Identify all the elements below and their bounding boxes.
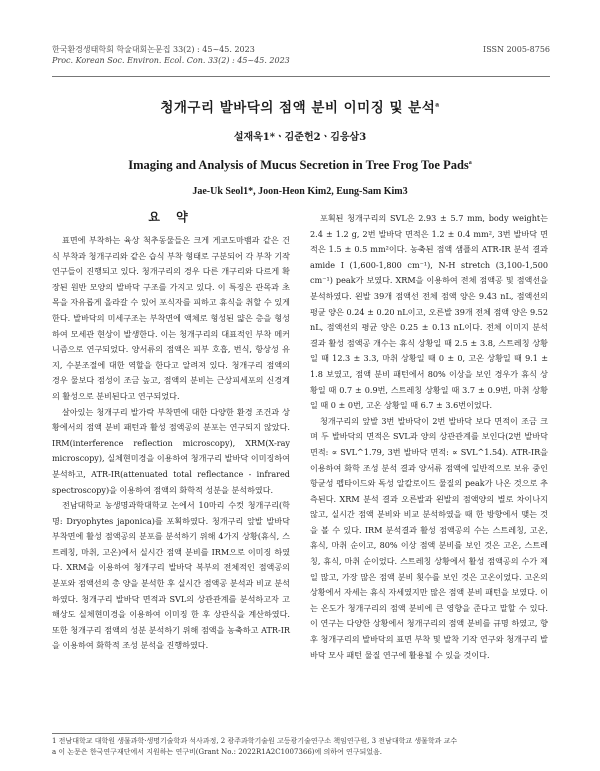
- title-korean-text: 청개구리 발바닥의 점액 분비 이미징 및 분석: [160, 100, 436, 116]
- abstract-paragraph: 살아있는 청개구리 발가락 부착면에 대한 다양한 환경 조건과 상황에서의 점액 분비 패턴과 활성 점액공의 분포는 연구되지 않았다. IRM(interference reflection microscopy), XRM(X-ray microscopy), 실체현미경을 이용하여 청개구리 발바닥 이미징하여 분석하고, ATR-IR(attenuated total reflectance - infrared spectroscopy)을 이용하여 점액의 화학적 성분을 분석하였다.: [52, 406, 290, 495]
- title-korean: [0, 96, 600, 116]
- title-english: [0, 158, 600, 173]
- abstract-paragraph: 전남대학교 농생명과학대학교 논에서 10마리 수컷 청개구리(학명: Dryophytes japonica)를 포획하였다. 청개구리 앞발 발바닥 부착면에 활성 점액공의 분포를 분석하기 위해 4가지 상황(휴식, 스트레칭, 마취, 고온)에서 실시간 점액 분비를 IRM으로 이미징 하였다. XRM을 이용하여 청개구리 발바닥 복부의 전체적인 점액공의 분포와 점액선의 총 양을 분석한 후 실시간 점액공 분석과 비교 분석하였다. 청개구리 발바닥 면적과 SVL의 상관관계를 분석하고자 고해상도 실체현미경을 이용하여 이미징 한 후 상관식을 계산하였다. 또한 청개구리 점액의 성분 분석하기 위해 점액을 농축하고 ATR-IR을 이용하여 화학적 조성 분석을 진행하였다.: [52, 500, 290, 651]
- journal-citation-en: Proc. Korean Soc. Environ. Ecol. Con. 33(2) : 45~45. 2023: [52, 56, 290, 65]
- header-rule: [52, 76, 550, 77]
- abstract-paragraph: 청개구리의 앞발 3번 발바닥이 2번 발바닥 보다 면적이 조금 크며 두 발바닥의 면적은 SVL과 양의 상관관계를 보인다(2번 발바닥 면적: ∝ SVL^1.79, 3번 발바닥 면적: ∝ SVL^1.54). ATR-IR을 이용하여 화학 조성 분석 결과 양서류 점액에 일반적으로 보유 중인 항균성 펩타이드와 독성 알칼로이드 물질의 peak가 나온 것으로 추측된다. XRM 분석 결과 오른발과 왼발의 점액양의 별로 차이나지 않고, 실시간 점액 분비와 비교 분석하였을 때 한 방향에서 맺는 것을 볼 수 있다. IRM 분석결과 활성 점액공의 수는 스트레칭, 고온, 휴식, 마취 순이고, 80% 이상 점액 분비를 보인 것은 고온, 스트레칭, 휴식, 마취 순이었다. 스트레칭 상황에서 활성 점액공의 수가 제일 많고, 가장 많은 점액 분비 횟수를 보인 것은 고온이었다. 고온의 상황에서 자세는 휴식 자세였지만 많은 점액 분비 패턴을 보였다. 이는 온도가 청개구리의 점액 분비에 큰 영향을 준다고 말할 수 있다. 이 연구는 다양한 상황에서 청개구리의 점액 분비를 규명 하였고, 향후 청개구리의 발바닥의 표면 부착 및 발착 기작 연구와 청개구리 발바닥 모사 패턴 물질 연구에 활용될 수 있을 것이다.: [310, 415, 548, 660]
- footnote-rule: [52, 733, 172, 734]
- abstract-heading: 요 약: [148, 210, 194, 224]
- authors-english: Jae-Uk Seol1*, Joon-Heon Kim2, Eung-Sam Kim3: [192, 186, 408, 197]
- title-english-footnote-mark: a: [468, 159, 472, 166]
- journal-citation-ko: 한국환경생태학회 학술대회논문집 33(2) : 45~45. 2023: [52, 45, 255, 54]
- affiliation-footnote: 1 전남대학교 대학원 생물과학·생명기술학과 석사과정, 2 광주과학기술원 고등광기술연구소 책임연구원, 3 전남대학교 생물학과 교수: [52, 737, 458, 745]
- abstract-right-column: [310, 211, 548, 663]
- title-english-text: Imaging and Analysis of Mucus Secretion in Tree Frog Toe Pads: [128, 158, 469, 172]
- abstract-paragraph: 표면에 부착하는 육상 척추동물들은 크게 게코도마뱀과 같은 건식 부착과 청개구리와 같은 습식 부착 형태로 구분되어 각 부착 기작 연구들이 진행되고 있다. 청개구리의 경우 다른 개구리와 다르게 확장된 원반 모양의 발바닥 구조를 가지고 있다. 이 특징은 관목과 초목을 자유롭게 올라갈 수 있어 포식자를 피하고 휴식을 취할 수 있게 한다. 발바닥의 미세구조는 부착면에 액체로 형성된 얇은 층을 형성하여 모세관 현상이 발생한다. 이는 청개구리의 대표적인 부착 메커니즘으로 연구되었다. 양서류의 점액은 피부 호흡, 번식, 항상성 유지, 수분조절에 대한 역할을 한다고 알려져 있다. 청개구리 점액의 경우 물보다 점성이 조금 높고, 점액의 분비는 근상피세포의 신경계의 활성으로 분비된다고 연구되었다.: [52, 235, 290, 401]
- title-korean-footnote-mark: a: [435, 101, 440, 109]
- authors-korean: 설재욱1*ㆍ김준헌2ㆍ김응삼3: [233, 132, 367, 143]
- funding-footnote: a 이 논문은 한국연구재단에서 지원하는 연구비(Grant No.: 2022R1A2C1007366)에 의하여 연구되었음.: [52, 748, 383, 756]
- abstract-left-column: [52, 233, 290, 654]
- abstract-paragraph: 포획된 청개구리의 SVL은 2.93 ± 5.7 mm, body weight는 2.4 ± 1.2 g, 2번 발바닥 면적은 1.2 ± 0.4 mm², 3번 발바닥 면적은 1.5 ± 0.5 mm²이다. 농축된 점액 샘플의 ATR-IR 분석 결과 amide I (1,600-1,800 cm⁻¹), N-H stretch (3,100-1,500 cm⁻¹) peak가 보였다. XRM을 이용하여 전체 점액공 및 점액선을 분석하였다. 왼발 39개 점액선 전체 점액 양은 9.43 nL, 점액선의 평균 양은 0.24 ± 0.20 nL이고, 오른발 39개 전체 점액 양은 9.52 nL, 점액선의 평균 양은 0.25 ± 0.13 nL이다. 전체 이미지 분석 결과 활성 점액공 개수는 휴식 상황일 때 2.5 ± 3.8, 스트레칭 상황일 때 12.3 ± 3.3, 마취 상황일 때 0 ± 0, 고온 상황일 때 9.1 ± 1.8 보였고, 점액 분비 패턴에서 80% 이상을 보인 경우가 휴식 상황일 때 0.7 ± 0.9번, 스트레칭 상황일 때 3.7 ± 0.9번, 마취 상황일 때 0 ± 0번, 고온 상황일 때 6.7 ± 3.6번이었다.: [310, 213, 548, 411]
- journal-header: [52, 44, 550, 66]
- footnotes: [52, 736, 550, 758]
- issn: ISSN 2005-8756: [483, 45, 550, 54]
